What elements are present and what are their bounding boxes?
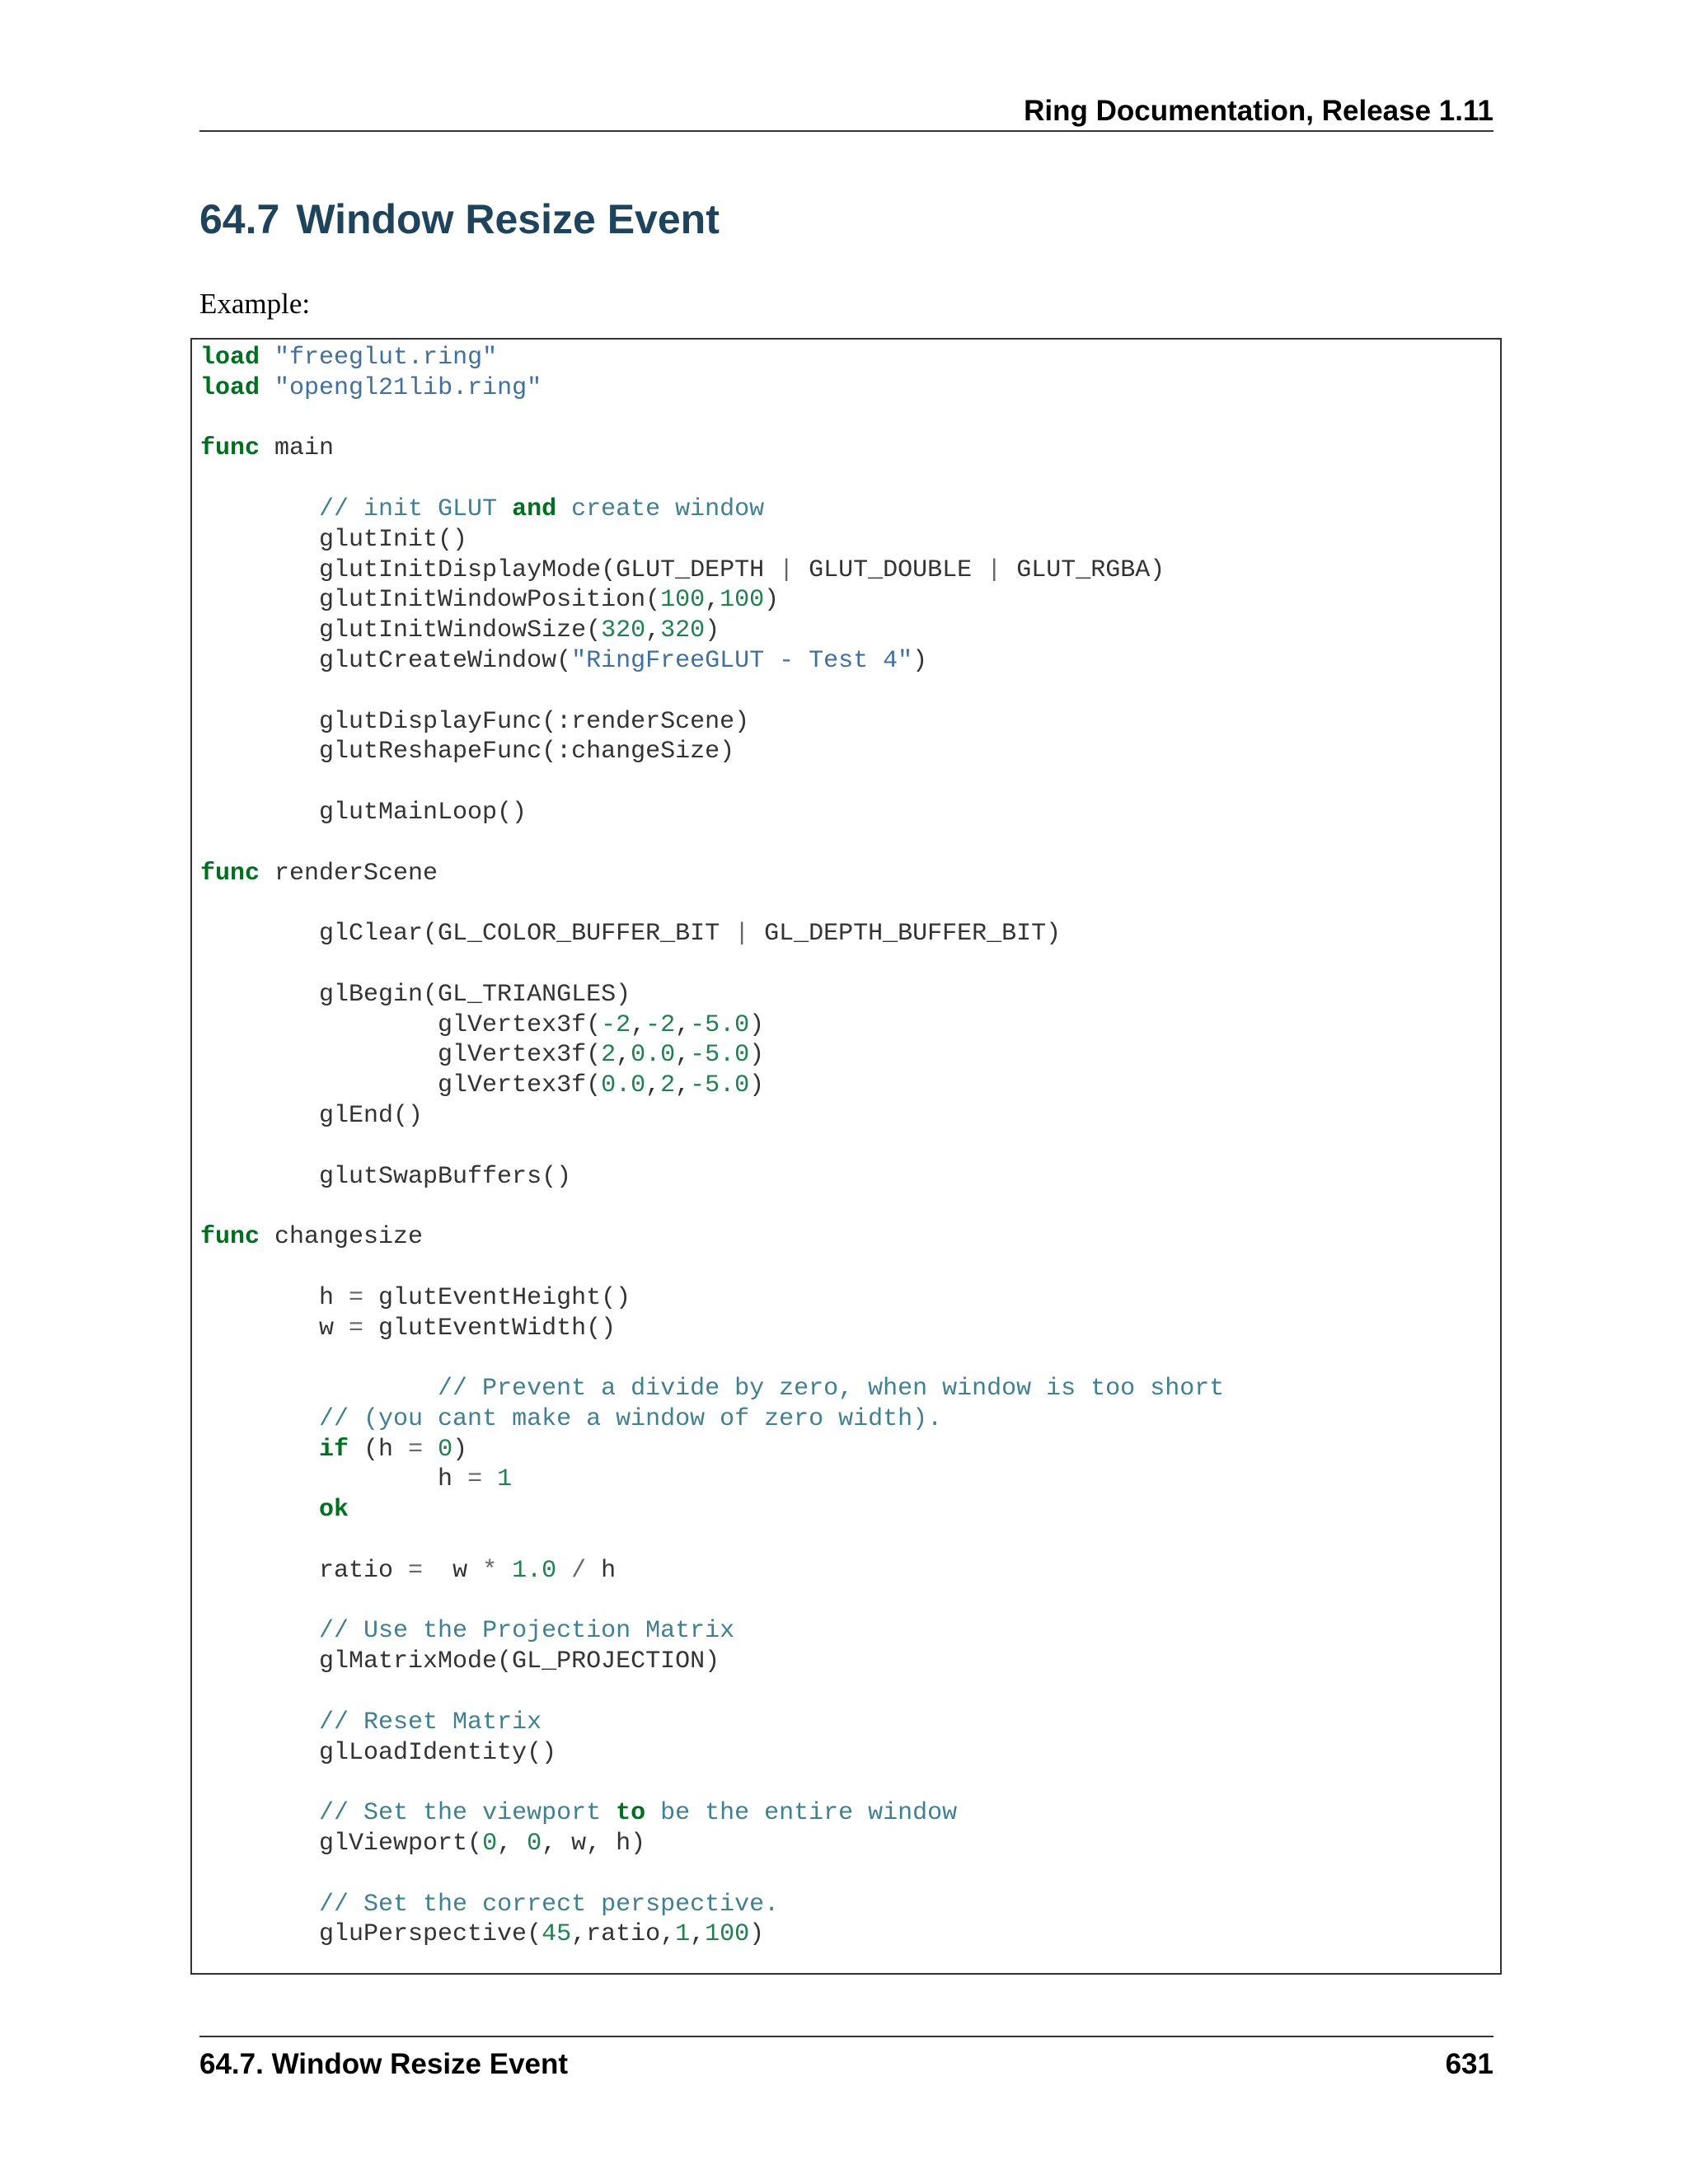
page-header — [199, 92, 1493, 132]
code-line — [200, 464, 1224, 494]
comment-token: be the entire window — [645, 1799, 958, 1828]
code-token: glutInitDisplayMode(GLUT_DEPTH — [200, 555, 780, 584]
code-token: glutEventWidth() — [363, 1314, 617, 1343]
code-token: glutCreateWindow( — [200, 646, 572, 675]
code-line — [200, 1556, 1224, 1586]
code-line — [200, 1738, 1224, 1769]
section-title: Window Resize Event — [296, 196, 720, 242]
code-line — [200, 1343, 1224, 1374]
footer-section-title: 64.7. Window Resize Event — [199, 2048, 569, 2080]
code-line — [200, 737, 1224, 767]
code-line — [200, 949, 1224, 980]
operator-token: = — [408, 1556, 424, 1585]
code-line — [200, 1283, 1224, 1314]
keyword-token: to — [616, 1799, 646, 1828]
operator-token: | — [987, 555, 1002, 584]
code-token — [200, 1891, 319, 1919]
code-token: main — [260, 434, 335, 463]
number-token: 45 — [542, 1920, 572, 1949]
code-token: glutEventHeight() — [363, 1283, 631, 1312]
code-line — [200, 1890, 1224, 1920]
comment-token: // (you cant make a window of zero width). — [319, 1404, 943, 1433]
keyword-token: func — [200, 859, 260, 888]
keyword-token: func — [200, 1223, 260, 1252]
code-token: glEnd() — [200, 1101, 424, 1130]
keyword-token: and — [512, 494, 557, 523]
number-token: -2 — [645, 1010, 676, 1039]
code-token: ) — [749, 1010, 765, 1039]
code-token — [260, 374, 274, 402]
code-line — [200, 859, 1224, 889]
code-token: glBegin(GL_TRIANGLES) — [200, 980, 631, 1009]
code-token: h — [586, 1556, 617, 1585]
keyword-token: load — [200, 344, 260, 372]
number-token: -5.0 — [690, 1071, 750, 1100]
string-token: "RingFreeGLUT - Test 4" — [571, 646, 913, 675]
code-token: glMatrixMode(GL_PROJECTION) — [200, 1647, 720, 1676]
keyword-token: load — [200, 373, 260, 402]
operator-token: = — [408, 1435, 424, 1464]
number-token: -2 — [601, 1010, 631, 1039]
code-line — [200, 1708, 1224, 1738]
code-line — [200, 1919, 1224, 1950]
code-line — [200, 1132, 1224, 1162]
number-token: 0.0 — [631, 1041, 676, 1070]
code-line — [200, 1465, 1224, 1495]
number-token: -5.0 — [690, 1041, 750, 1070]
code-token: glutInitWindowSize( — [200, 616, 602, 645]
code-line — [200, 1526, 1224, 1556]
code-token — [200, 1436, 319, 1464]
code-token: (h — [349, 1435, 409, 1464]
code-token: glutInitWindowPosition( — [200, 586, 661, 615]
code-line — [200, 1040, 1224, 1071]
code-token: gluPerspective( — [200, 1920, 542, 1949]
code-token: ,ratio, — [571, 1920, 676, 1949]
code-token: ) — [452, 1435, 468, 1464]
number-token: 320 — [601, 616, 646, 645]
code-token — [497, 495, 512, 523]
code-token: ) — [749, 1071, 765, 1100]
code-token: , — [675, 1041, 691, 1070]
number-token: 0.0 — [601, 1071, 646, 1100]
number-token: 320 — [660, 616, 706, 645]
operator-token: = — [349, 1283, 364, 1312]
section-heading — [199, 193, 720, 246]
code-token: glViewport( — [200, 1830, 483, 1858]
operator-token: = — [467, 1465, 483, 1494]
code-token — [200, 495, 319, 523]
code-token: glVertex3f( — [200, 1041, 602, 1070]
operator-token: / — [571, 1556, 587, 1585]
code-line — [200, 888, 1224, 919]
operator-token: | — [779, 555, 795, 584]
code-token: glutMainLoop() — [200, 798, 528, 827]
code-token — [497, 1557, 512, 1585]
code-line — [200, 1101, 1224, 1132]
keyword-token: ok — [319, 1496, 349, 1525]
code-token: , — [497, 1830, 528, 1858]
code-token — [200, 1799, 319, 1827]
code-line — [200, 980, 1224, 1010]
code-token: , — [675, 1071, 691, 1100]
code-token: glLoadIdentity() — [200, 1738, 557, 1767]
code-line — [200, 1677, 1224, 1708]
code-line — [200, 1586, 1224, 1617]
code-token — [260, 344, 274, 372]
keyword-token: func — [200, 434, 260, 463]
document-title: Ring Documentation, Release 1.11 — [1024, 95, 1493, 127]
code-token — [200, 1375, 438, 1403]
number-token: 100 — [705, 1920, 750, 1949]
code-line — [200, 707, 1224, 738]
code-token: h — [200, 1283, 349, 1312]
code-line — [200, 798, 1224, 828]
code-line — [200, 585, 1224, 616]
code-line — [200, 1314, 1224, 1344]
code-line — [200, 616, 1224, 646]
code-token — [482, 1465, 497, 1493]
number-token: -5.0 — [690, 1010, 750, 1039]
operator-token: = — [349, 1314, 364, 1343]
code-token: h — [200, 1465, 468, 1494]
code-line — [200, 1616, 1224, 1647]
code-line — [200, 1404, 1224, 1435]
comment-token: // Set the viewport — [319, 1799, 602, 1828]
code-token: , — [645, 616, 661, 645]
code-line — [200, 1647, 1224, 1677]
comment-token: // init GLUT — [319, 494, 498, 523]
number-token: 0 — [527, 1830, 542, 1858]
comment-token: create window — [556, 494, 765, 523]
code-line — [200, 646, 1224, 677]
code-line — [200, 1222, 1224, 1253]
code-token: , — [690, 1920, 706, 1949]
code-token: glutDisplayFunc(:renderScene) — [200, 707, 750, 736]
operator-token: | — [734, 920, 750, 949]
number-token: 0 — [438, 1435, 453, 1464]
code-token — [200, 1405, 319, 1433]
example-label: Example: — [199, 288, 311, 320]
code-line — [200, 919, 1224, 949]
code-token: , — [705, 586, 720, 615]
number-token: 0 — [482, 1830, 498, 1858]
code-token — [423, 1436, 438, 1464]
code-line — [200, 555, 1224, 586]
code-block — [190, 338, 1502, 1975]
code-line — [200, 1071, 1224, 1101]
code-line — [200, 1829, 1224, 1859]
code-token: , — [616, 1041, 631, 1070]
operator-token: * — [482, 1556, 498, 1585]
code-token: GLUT_RGBA) — [1001, 555, 1165, 584]
code-line — [200, 828, 1224, 859]
code-line — [200, 1495, 1224, 1526]
code-line — [200, 343, 1224, 373]
keyword-token: if — [319, 1435, 349, 1464]
code-line — [200, 1010, 1224, 1041]
number-token: 100 — [720, 586, 765, 615]
code-listing — [200, 343, 1224, 1950]
code-line — [200, 1798, 1224, 1829]
code-token: , — [645, 1071, 661, 1100]
code-token — [601, 1799, 616, 1827]
code-line — [200, 1859, 1224, 1890]
comment-token: // Use the Projection Matrix — [319, 1617, 735, 1646]
code-token: ) — [749, 1041, 765, 1070]
code-line — [200, 1374, 1224, 1404]
code-token: changesize — [260, 1223, 424, 1252]
code-token — [200, 1496, 319, 1524]
code-line — [200, 677, 1224, 707]
number-token: 1 — [675, 1920, 691, 1949]
code-token: GL_DEPTH_BUFFER_BIT) — [749, 920, 1062, 949]
code-token — [200, 1708, 319, 1736]
string-token: "opengl21lib.ring" — [274, 373, 542, 402]
code-line — [200, 373, 1224, 404]
code-line — [200, 525, 1224, 555]
code-token: , — [631, 1010, 646, 1039]
code-token: ) — [764, 586, 780, 615]
code-token — [200, 1617, 319, 1645]
code-token: glutInit() — [200, 525, 468, 554]
code-line — [200, 434, 1224, 464]
number-token: 2 — [660, 1071, 676, 1100]
code-token — [556, 1557, 571, 1585]
string-token: "freeglut.ring" — [274, 344, 498, 372]
code-token: ) — [912, 646, 928, 675]
code-token: w — [200, 1314, 349, 1343]
page-footer — [199, 2036, 1493, 2087]
code-line — [200, 1435, 1224, 1465]
comment-token: // Prevent a divide by zero, when window is too short — [438, 1375, 1225, 1404]
code-token: ratio — [200, 1556, 409, 1585]
code-line — [200, 1253, 1224, 1283]
code-line — [200, 1768, 1224, 1798]
comment-token: // Set the correct perspective. — [319, 1890, 780, 1919]
code-token: renderScene — [260, 859, 438, 888]
code-token: glVertex3f( — [200, 1010, 602, 1039]
number-token: 100 — [660, 586, 706, 615]
code-token: , — [675, 1010, 691, 1039]
code-token: , w, h) — [542, 1830, 646, 1858]
code-token: w — [423, 1556, 483, 1585]
code-token: glutSwapBuffers() — [200, 1162, 572, 1191]
comment-token: // Reset Matrix — [319, 1708, 542, 1736]
code-token: glVertex3f( — [200, 1071, 602, 1100]
code-line — [200, 767, 1224, 798]
section-number: 64.7 — [199, 196, 280, 242]
code-line — [200, 1192, 1224, 1222]
code-token: ) — [705, 616, 720, 645]
code-line — [200, 494, 1224, 525]
code-token: glClear(GL_COLOR_BUFFER_BIT — [200, 920, 735, 949]
code-line — [200, 404, 1224, 434]
number-token: 1 — [497, 1465, 513, 1494]
page-number: 631 — [1445, 2048, 1493, 2080]
code-token: ) — [749, 1920, 765, 1949]
code-token: GLUT_DOUBLE — [794, 555, 987, 584]
number-token: 2 — [601, 1041, 617, 1070]
code-line — [200, 1162, 1224, 1193]
number-token: 1.0 — [512, 1556, 557, 1585]
code-token: glutReshapeFunc(:changeSize) — [200, 738, 735, 766]
